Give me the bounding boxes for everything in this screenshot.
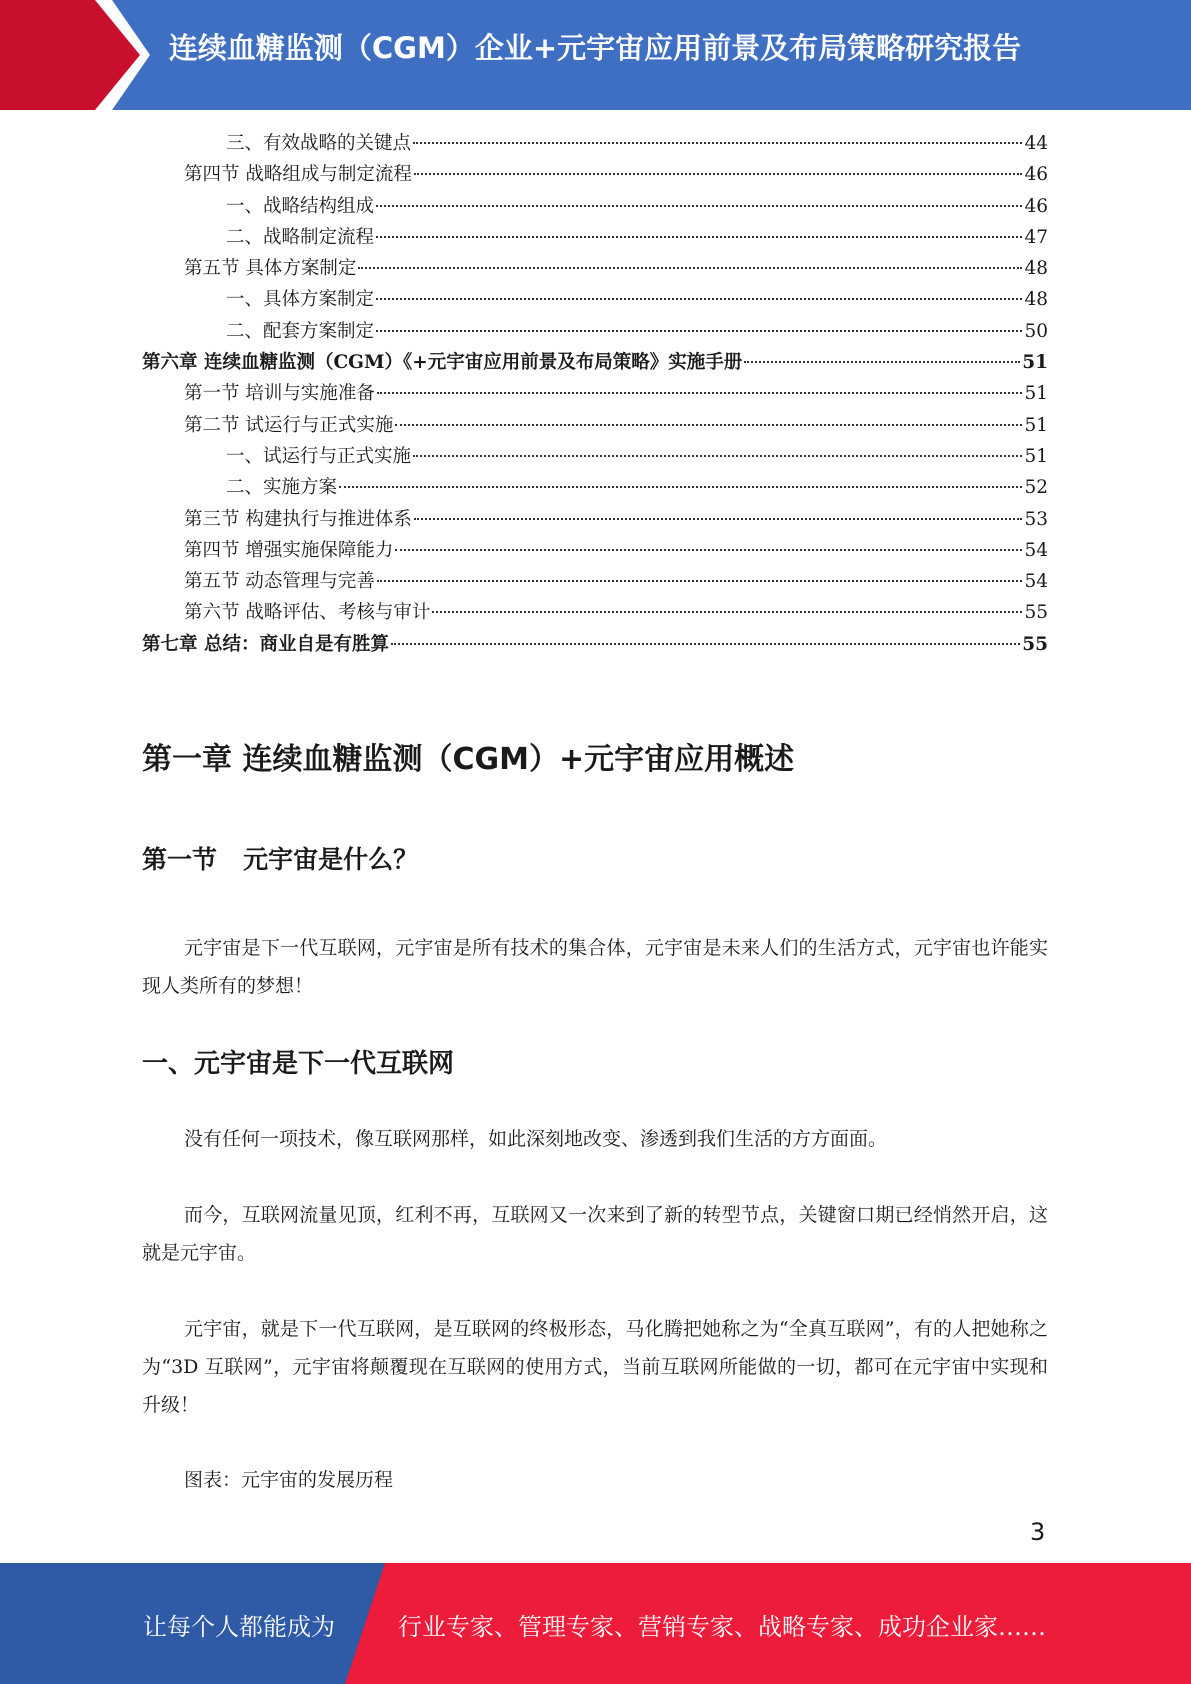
toc-entry-title: 二、实施方案 bbox=[226, 477, 338, 499]
toc-leader-dots bbox=[376, 330, 1022, 332]
toc-entry[interactable] bbox=[142, 411, 1048, 442]
toc-entry-page: 46 bbox=[1024, 164, 1048, 186]
toc-entry-page: 54 bbox=[1024, 539, 1048, 561]
toc-leader-dots bbox=[413, 142, 1022, 144]
toc-entry[interactable] bbox=[142, 505, 1048, 536]
toc-entry-title: 第三节 构建执行与推进体系 bbox=[184, 508, 412, 530]
toc-leader-dots bbox=[339, 486, 1022, 488]
toc-entry-title: 第七章 总结：商业自是有胜算 bbox=[142, 633, 389, 655]
toc-entry-title: 一、具体方案制定 bbox=[226, 289, 375, 311]
toc-entry-page: 51 bbox=[1024, 414, 1048, 436]
toc-entry-title: 第六章 连续血糖监测（CGM）《+元宇宙应用前景及布局策略》实施手册 bbox=[142, 352, 743, 374]
toc-entry-page: 55 bbox=[1024, 602, 1048, 624]
toc-leader-dots bbox=[377, 580, 1023, 582]
toc-entry-page: 47 bbox=[1024, 226, 1048, 248]
toc-leader-dots bbox=[377, 392, 1023, 394]
toc-entry-title: 第一节 培训与实施准备 bbox=[184, 383, 375, 405]
footer-slogan-right: 行业专家、管理专家、营销专家、战略专家、成功企业家…… bbox=[398, 1613, 1046, 1641]
page-number: 3 bbox=[1030, 1518, 1046, 1546]
toc-entry[interactable] bbox=[142, 254, 1048, 285]
section-heading: 第一节 元宇宙是什么？ bbox=[142, 845, 419, 874]
toc-entry[interactable] bbox=[142, 317, 1048, 348]
toc-entry[interactable] bbox=[142, 473, 1048, 504]
toc-entry[interactable] bbox=[142, 223, 1048, 254]
toc-entry-title: 第四节 战略组成与制定流程 bbox=[184, 164, 412, 186]
footer-slogan-left: 让每个人都能成为 bbox=[143, 1613, 335, 1641]
chapter-heading: 第一章 连续血糖监测（CGM）+元宇宙应用概述 bbox=[142, 742, 795, 777]
toc-entry-title: 第二节 试运行与正式实施 bbox=[184, 414, 394, 436]
toc-entry-title: 二、配套方案制定 bbox=[226, 320, 375, 342]
toc-entry[interactable] bbox=[142, 536, 1048, 567]
toc-leader-dots bbox=[413, 455, 1022, 457]
toc-entry-title: 第五节 动态管理与完善 bbox=[184, 571, 375, 593]
toc-leader-dots bbox=[432, 611, 1022, 613]
toc-entry-title: 一、试运行与正式实施 bbox=[226, 445, 412, 467]
toc-leader-dots bbox=[395, 549, 1022, 551]
toc-leader-dots bbox=[414, 518, 1023, 520]
toc-entry[interactable] bbox=[142, 630, 1048, 661]
toc-entry-title: 二、战略制定流程 bbox=[226, 226, 375, 248]
toc-leader-dots bbox=[376, 205, 1022, 207]
toc-entry-page: 44 bbox=[1024, 133, 1048, 154]
toc-entry-page: 51 bbox=[1024, 383, 1048, 405]
toc-entry[interactable] bbox=[142, 442, 1048, 473]
page-header bbox=[0, 0, 1191, 110]
toc-entry-title: 第四节 增强实施保障能力 bbox=[184, 539, 394, 561]
toc-entry-page: 50 bbox=[1024, 320, 1048, 342]
toc-entry-title: 一、战略结构组成 bbox=[226, 195, 375, 217]
toc-entry[interactable] bbox=[142, 129, 1048, 160]
toc-entry-page: 53 bbox=[1024, 508, 1048, 530]
toc-entry[interactable] bbox=[142, 192, 1048, 223]
toc-entry-page: 51 bbox=[1024, 445, 1048, 467]
table-of-contents bbox=[142, 129, 1048, 661]
toc-entry-page: 55 bbox=[1022, 633, 1048, 655]
paragraph: 而今，互联网流量见顶，红利不再，互联网又一次来到了新的转型节点，关键窗口期已经悄然开启，这就是元宇宙。 bbox=[142, 1204, 1048, 1264]
toc-leader-dots bbox=[391, 643, 1020, 645]
toc-entry-title: 第六节 战略评估、考核与审计 bbox=[184, 602, 431, 624]
toc-entry-title: 第五节 具体方案制定 bbox=[184, 258, 357, 280]
toc-entry[interactable] bbox=[142, 348, 1048, 379]
toc-entry[interactable] bbox=[142, 598, 1048, 629]
toc-entry-page: 48 bbox=[1024, 289, 1048, 311]
paragraph: 没有任何一项技术，像互联网那样，如此深刻地改变、渗透到我们生活的方方面面。 bbox=[184, 1128, 888, 1150]
toc-entry-page: 51 bbox=[1022, 352, 1048, 374]
report-title: 连续血糖监测（CGM）企业+元宇宙应用前景及布局策略研究报告 bbox=[168, 31, 1022, 65]
toc-entry-page: 46 bbox=[1024, 195, 1048, 217]
toc-leader-dots bbox=[376, 298, 1022, 300]
paragraph: 元宇宙是下一代互联网，元宇宙是所有技术的集合体，元宇宙是未来人们的生活方式，元宇宙也许能实现人类所有的梦想！ bbox=[142, 937, 1048, 997]
toc-leader-dots bbox=[395, 424, 1022, 426]
toc-entry[interactable] bbox=[142, 285, 1048, 316]
toc-entry-title: 三、有效战略的关键点 bbox=[226, 133, 412, 154]
toc-leader-dots bbox=[414, 173, 1023, 175]
toc-leader-dots bbox=[358, 267, 1022, 269]
toc-entry-page: 48 bbox=[1024, 258, 1048, 280]
header-arrow-icon bbox=[0, 0, 160, 110]
toc-leader-dots bbox=[376, 236, 1022, 238]
toc-entry-page: 52 bbox=[1024, 477, 1048, 499]
toc-leader-dots bbox=[744, 361, 1020, 363]
page-footer bbox=[0, 1563, 1191, 1684]
toc-entry-page: 54 bbox=[1024, 571, 1048, 593]
toc-entry[interactable] bbox=[142, 567, 1048, 598]
toc-entry[interactable] bbox=[142, 379, 1048, 410]
figure-caption: 图表：元宇宙的发展历程 bbox=[184, 1469, 394, 1491]
subsection-heading: 一、元宇宙是下一代互联网 bbox=[142, 1049, 455, 1079]
paragraph: 元宇宙，就是下一代互联网，是互联网的终极形态，马化腾把她称之为“全真互联网”，有的人把她称之为“3D 互联网”，元宇宙将颠覆现在互联网的使用方式，当前互联网所能做的一切，都可在元宇宙中实现和升级！ bbox=[142, 1318, 1048, 1416]
toc-entry[interactable] bbox=[142, 160, 1048, 191]
